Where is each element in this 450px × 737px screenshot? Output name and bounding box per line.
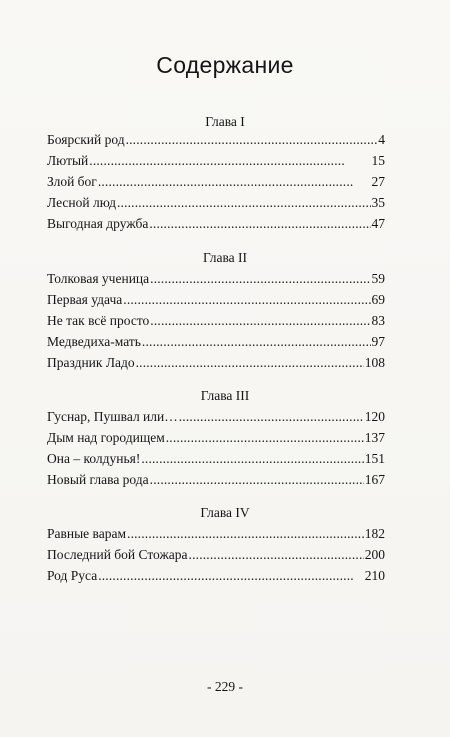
toc-entry-title: Толковая ученица xyxy=(47,271,150,286)
chapter-heading: Глава IV xyxy=(200,505,250,520)
toc-entry-page: 200 xyxy=(364,547,385,562)
toc-entry-page: 151 xyxy=(364,451,385,466)
toc-entry xyxy=(47,131,385,148)
toc-entry xyxy=(47,270,385,287)
toc-entry xyxy=(47,354,385,371)
page-title: Содержание xyxy=(156,52,294,78)
toc-entry-title: Равные варам xyxy=(47,526,127,541)
toc-entry-title: Род Руса xyxy=(47,568,98,583)
toc-entry xyxy=(47,525,385,542)
toc-entry-title: Лютый xyxy=(47,153,89,168)
leader-dots xyxy=(136,354,364,371)
toc-entry xyxy=(47,408,385,425)
toc-entry-title: Боярский род xyxy=(47,132,125,147)
leader-dots xyxy=(166,429,364,446)
leader-dots xyxy=(142,333,371,350)
toc-entry-title: Первая удача xyxy=(47,292,123,307)
leader-dots xyxy=(126,131,378,148)
leader-dots xyxy=(189,546,364,563)
toc-entry-page: 120 xyxy=(364,409,385,424)
toc-entry xyxy=(47,152,385,169)
toc-entry xyxy=(47,291,385,308)
leader-dots xyxy=(149,215,370,232)
toc-entry-page: 167 xyxy=(364,472,385,487)
page-number: - 229 - xyxy=(207,679,243,694)
toc-entry-page: 69 xyxy=(371,292,385,307)
toc-entry-page: 4 xyxy=(378,132,385,147)
leader-dots xyxy=(98,173,371,190)
toc-entry-page: 83 xyxy=(371,313,385,328)
toc-entry xyxy=(47,471,385,488)
toc-entry xyxy=(47,312,385,329)
toc-entry-title: Последний бой Стожара xyxy=(47,547,188,562)
toc-entry-page: 35 xyxy=(371,195,385,210)
toc-entry-title: Она – колдунья! xyxy=(47,451,141,466)
leader-dots xyxy=(89,152,370,169)
toc-entry-title: Новый глава рода xyxy=(47,472,149,487)
toc-entry-title: Гуснар, Пушвал или… xyxy=(47,409,178,424)
toc-entry xyxy=(47,333,385,350)
toc-entry-page: 182 xyxy=(364,526,385,541)
toc-entry-title: Не так всё просто xyxy=(47,313,150,328)
toc-entry xyxy=(47,429,385,446)
toc-entry-page: 47 xyxy=(371,216,385,231)
toc-entry xyxy=(47,567,385,584)
toc-entry-page: 15 xyxy=(371,153,385,168)
toc-entry-page: 59 xyxy=(371,271,385,286)
toc-entry-page: 27 xyxy=(371,174,385,189)
leader-dots xyxy=(127,525,364,542)
leader-dots xyxy=(98,567,364,584)
leader-dots xyxy=(117,194,371,211)
leader-dots xyxy=(123,291,370,308)
toc-entry-title: Праздник Ладо xyxy=(47,355,135,370)
toc-entry-title: Дым над городищем xyxy=(47,430,165,445)
toc-entry-page: 137 xyxy=(364,430,385,445)
toc-entry xyxy=(47,546,385,563)
toc-entry-title: Медведиха-мать xyxy=(47,334,141,349)
leader-dots xyxy=(150,270,370,287)
toc-entry xyxy=(47,194,385,211)
toc-entry-title: Злой бог xyxy=(47,174,97,189)
leader-dots xyxy=(150,471,364,488)
toc-entry-page: 108 xyxy=(364,355,385,370)
leader-dots xyxy=(141,450,363,467)
toc-entry-title: Выгодная дружба xyxy=(47,216,149,231)
chapter-heading: Глава I xyxy=(205,114,245,129)
toc-entry xyxy=(47,450,385,467)
toc-entry xyxy=(47,215,385,232)
toc-entry-page: 210 xyxy=(364,568,385,583)
toc-entry-page: 97 xyxy=(371,334,385,349)
leader-dots xyxy=(179,408,364,425)
chapter-heading: Глава II xyxy=(202,250,248,265)
toc-entry xyxy=(47,173,385,190)
leader-dots xyxy=(150,312,370,329)
chapter-heading: Глава III xyxy=(200,388,250,403)
toc-entry-title: Лесной люд xyxy=(47,195,116,210)
